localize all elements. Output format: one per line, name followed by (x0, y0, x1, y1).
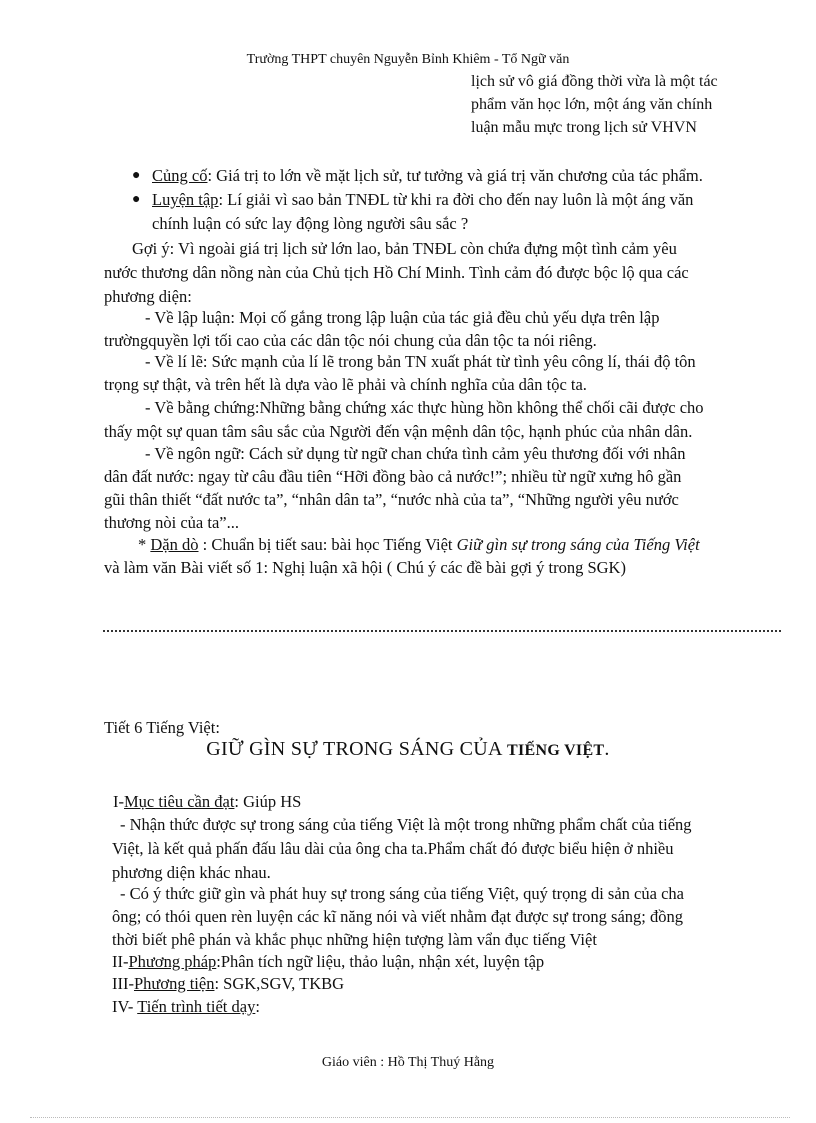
dan-do-text: : Chuẩn bị tiết sau: bài học Tiếng Việt (198, 535, 457, 554)
goi-y-line-6: - Về lí lẽ: Sức mạnh của lí lẽ trong bản TN xuất phát từ tình yêu công lí, thái độ tôn (145, 352, 696, 371)
bullet-cung-co (132, 164, 703, 188)
bullet-luyen-tap (132, 188, 694, 212)
section-1-heading (113, 790, 301, 814)
dan-do-italic: Giữ gìn sự trong sáng của Tiếng Việt (456, 535, 700, 554)
goi-y-line-3: phương diện: (104, 287, 192, 306)
section-1-line-4: - Có ý thức giữ gìn và phát huy sự trong sáng của tiếng Việt, quý trọng di sản của cha (120, 884, 684, 903)
goi-y-line-2: nước thương dân nồng nàn của Chủ tịch Hồ Chí Minh. Tình cảm đó được bộc lộ qua các (104, 263, 689, 282)
lesson-title-main: GIỮ GÌN SỰ TRONG SÁNG CỦA (206, 738, 507, 760)
luyen-tap-label: Luyện tập (152, 190, 219, 209)
cung-co-text: : Giá trị to lớn về mặt lịch sử, tư tưởng và giá trị văn chương của tác phẩm. (207, 166, 703, 185)
goi-y-line-1: Gợi ý: Vì ngoài giá trị lịch sử lớn lao, bản TNĐL còn chứa đựng một tình cảm yêu (132, 239, 677, 258)
dan-do-line-2: và làm văn Bài viết số 1: Nghị luận xã hội ( Chú ý các đề bài gợi ý trong SGK) (104, 558, 626, 577)
dan-do (138, 533, 700, 557)
cung-co-label: Củng cố (152, 166, 208, 185)
bullet-icon: ● (132, 192, 141, 207)
fragment-line-3: luận mẫu mực trong lịch sử VHVN (471, 119, 697, 136)
bullet-icon: ● (132, 168, 141, 183)
goi-y-line-8: - Về bằng chứng:Những bằng chứng xác thực hùng hồn không thể chối cãi được cho (145, 398, 704, 417)
section-2-prefix: II- (112, 952, 129, 971)
goi-y-line-7: trọng sự thật, và trên hết là dựa vào lẽ phải và chính nghĩa của dân tộc ta. (104, 375, 587, 394)
section-1-label: Mục tiêu cần đạt (124, 792, 235, 811)
lesson-heading: Tiết 6 Tiếng Việt: (104, 718, 220, 737)
goi-y-line-10: - Về ngôn ngữ: Cách sử dụng từ ngữ chan chứa tình cảm yêu thương đối với nhân (145, 444, 686, 463)
section-3 (112, 972, 344, 996)
page-footer: Giáo viên : Hồ Thị Thuý Hằng (321, 1055, 495, 1070)
goi-y-line-4: - Về lập luận: Mọi cố gắng trong lập luận của tác giả đều chủ yếu dựa trên lập (145, 308, 660, 327)
goi-y-line-9: thấy một sự quan tâm sâu sắc của Người đến vận mệnh dân tộc, hạnh phúc của nhân dân. (104, 422, 693, 441)
section-3-label: Phương tiện (133, 974, 215, 993)
section-4-text: : (255, 997, 260, 1016)
section-1-line-2: Việt, là kết quả phấn đấu lâu dài của ông cha ta.Phẩm chất đó được biểu hiện ở nhiều (112, 839, 674, 858)
section-2 (112, 950, 544, 974)
fragment-line-2: phẩm văn học lớn, một áng văn chính (471, 96, 713, 113)
section-2-label: Phương pháp (128, 952, 217, 971)
section-2-text: :Phân tích ngữ liệu, thảo luận, nhận xét, luyện tập (216, 952, 545, 971)
lesson-title-end: . (604, 738, 610, 760)
section-1-text: : Giúp HS (234, 792, 302, 811)
section-3-prefix: III- (112, 974, 134, 993)
goi-y-line-12: gũi thân thiết “đất nước ta”, “nhân dân ta”, “nước nhà của ta”, “Những người yêu nước (104, 490, 679, 509)
goi-y-line-11: dân đất nước: ngay từ câu đầu tiên “Hỡi đồng bào cả nước!”; nhiều từ ngữ xưng hô gần (104, 467, 682, 486)
section-4-prefix: IV- (112, 997, 138, 1016)
dotted-separator (103, 630, 781, 632)
section-1-line-1: - Nhận thức được sự trong sáng của tiếng Việt là một trong những phẩm chất của tiếng (120, 815, 692, 834)
dan-do-prefix: * (138, 535, 151, 554)
goi-y-line-5: trườngquyền lợi tối cao của các dân tộc nói chung của dân tộc ta nói riêng. (104, 331, 597, 350)
luyen-tap-line-2: chính luận có sức lay động lòng người sâu sắc ? (152, 214, 469, 233)
section-4 (112, 995, 260, 1019)
section-1-line-5: ông; có thói quen rèn luyện các kĩ năng nói và viết nhằm đạt được sự trong sáng; đồng (112, 907, 683, 926)
section-1-line-3: phương diện khác nhau. (112, 863, 271, 882)
dan-do-label: Dặn dò (150, 535, 199, 554)
section-4-label: Tiến trình tiết dạy (137, 997, 256, 1016)
section-3-text: : SGK,SGV, TKBG (214, 974, 345, 993)
lesson-title (0, 738, 816, 761)
page-header: Trường THPT chuyên Nguyễn Bỉnh Khiêm - Tổ Ngữ văn (246, 52, 570, 67)
goi-y-line-13: thương nòi của ta”... (104, 513, 239, 532)
section-1-prefix: I- (113, 792, 124, 811)
section-1-line-6: thời biết phê phán và khắc phục những hiện tượng làm vẩn đục tiếng Việt (112, 930, 597, 949)
lesson-title-small: TIẾNG VIỆT (507, 742, 605, 759)
fragment-line-1: lịch sử vô giá đồng thời vừa là một tác (471, 73, 718, 90)
bottom-border (30, 1117, 790, 1118)
luyen-tap-text: : Lí giải vì sao bản TNĐL từ khi ra đời cho đến nay luôn là một áng văn (218, 190, 694, 209)
